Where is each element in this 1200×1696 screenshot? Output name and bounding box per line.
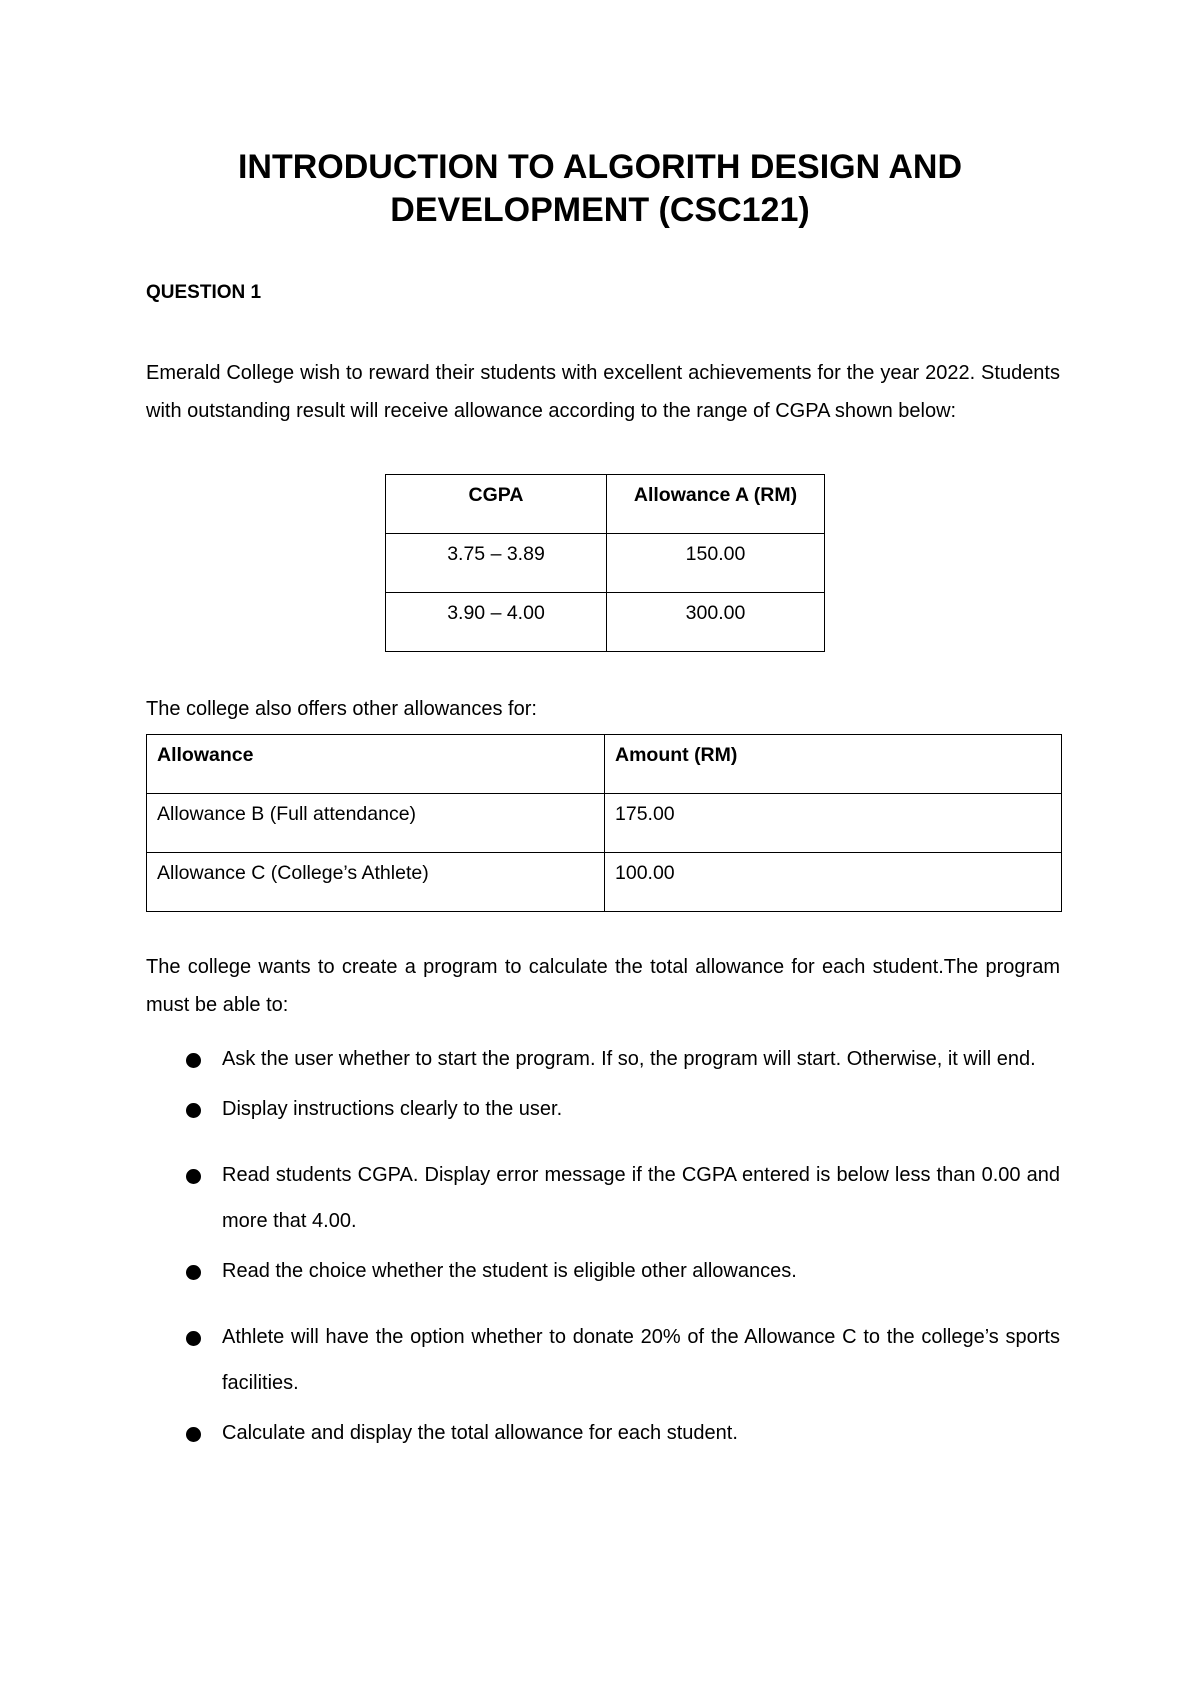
table-header-cell: CGPA [386, 475, 607, 534]
intro-paragraph: Emerald College wish to reward their students with excellent achievements for the year 2022. Students with outstanding result will receive allowance according to the range of CGPA shown below: [146, 362, 1060, 422]
table-header-row [386, 475, 825, 534]
cgpa-allowance-table [385, 474, 825, 652]
table-row [147, 853, 1062, 912]
table-row [386, 534, 825, 593]
table-cell: 3.75 – 3.89 [386, 534, 607, 593]
bullet-icon [186, 1103, 201, 1118]
other-allowances-intro: The college also offers other allowances for: [146, 698, 537, 720]
list-item [222, 1410, 1060, 1456]
table-cell: Allowance C (College’s Athlete) [147, 853, 605, 912]
list-item [222, 1314, 1060, 1406]
table-header-cell: Amount (RM) [605, 735, 1062, 794]
list-item [222, 1086, 1060, 1132]
table-cell: 175.00 [605, 794, 1062, 853]
list-item [222, 1248, 1060, 1294]
program-intro-paragraph: The college wants to create a program to calculate the total allowance for each student.The program must be able to: [146, 956, 1060, 1016]
table-row [147, 794, 1062, 853]
list-item-text: Ask the user whether to start the program. If so, the program will start. Otherwise, it will end. [222, 1048, 1036, 1070]
requirements-list [222, 1036, 1060, 1460]
bullet-icon [186, 1169, 201, 1184]
table-cell: 100.00 [605, 853, 1062, 912]
bullet-icon [186, 1427, 201, 1442]
list-item-text: Read the choice whether the student is eligible other allowances. [222, 1260, 797, 1282]
title-line-1: INTRODUCTION TO ALGORITH DESIGN AND [237, 148, 963, 186]
list-item-text: Display instructions clearly to the user. [222, 1098, 563, 1120]
bullet-icon [186, 1331, 201, 1346]
list-item [222, 1152, 1060, 1244]
question-heading: QUESTION 1 [146, 282, 262, 303]
table-row [386, 593, 825, 652]
table-cell: 3.90 – 4.00 [386, 593, 607, 652]
bullet-icon [186, 1265, 201, 1280]
table-cell: 150.00 [607, 534, 825, 593]
list-item-text: Calculate and display the total allowance for each student. [222, 1422, 738, 1444]
table-header-cell: Allowance A (RM) [607, 475, 825, 534]
table-cell: 300.00 [607, 593, 825, 652]
list-item-text: Read students CGPA. Display error message if the CGPA entered is below less than 0.00 and more that 4.00. [222, 1164, 1060, 1232]
table-header-row [147, 735, 1062, 794]
table-cell: Allowance B (Full attendance) [147, 794, 605, 853]
other-allowances-table [146, 734, 1062, 912]
title-line-2: DEVELOPMENT (CSC121) [390, 191, 810, 229]
bullet-icon [186, 1053, 201, 1068]
list-item [222, 1036, 1060, 1082]
list-item-text: Athlete will have the option whether to donate 20% of the Allowance C to the college’s sports facilities. [222, 1326, 1060, 1394]
document-title [0, 146, 1200, 232]
table-header-cell: Allowance [147, 735, 605, 794]
